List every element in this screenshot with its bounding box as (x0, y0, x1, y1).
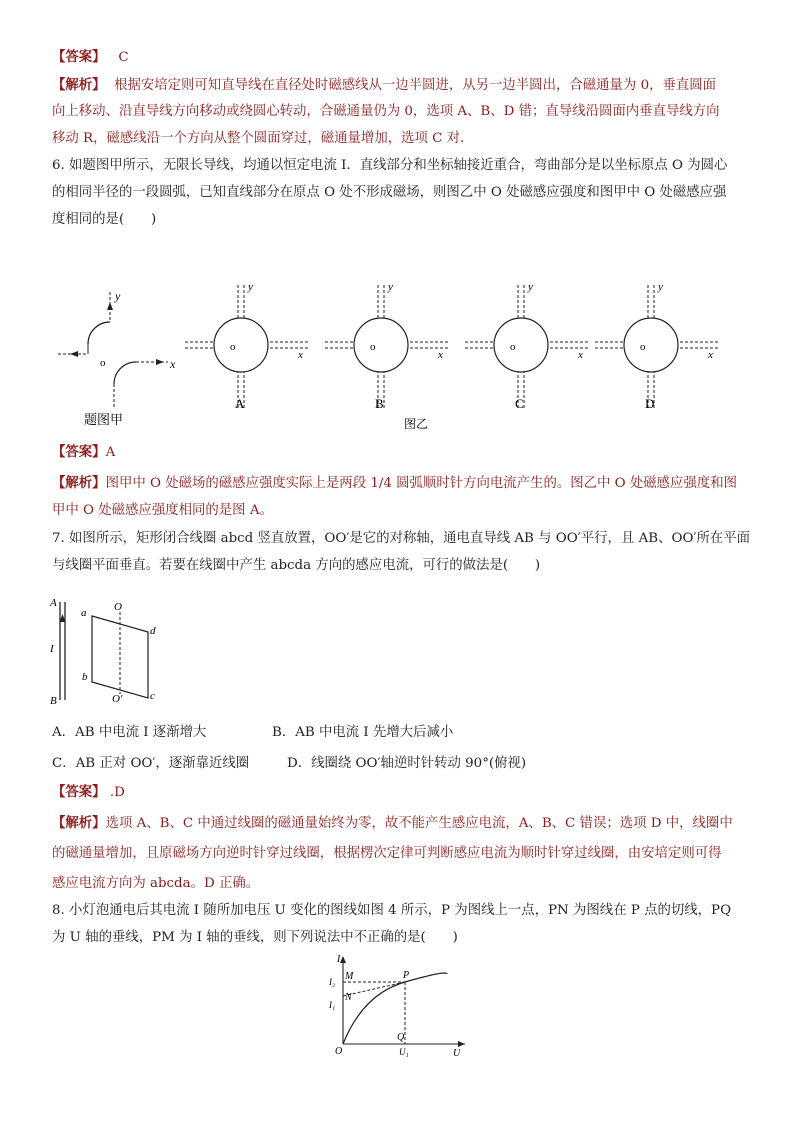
q6-figure-jia (48, 282, 188, 432)
label-O-prime: O′ (112, 693, 123, 705)
x-axis-label: x (708, 349, 713, 361)
analysis-text: 选项 A、B、C 中通过线圈的磁通量始终为零，故不能产生感应电流，A、B、C 错误；选项 D 中，线圈中 (105, 816, 733, 831)
answer-value: A (105, 445, 116, 460)
q7-figure (48, 594, 178, 709)
fig-jia-caption: 题图甲 (84, 412, 124, 427)
x-axis-label: x (438, 349, 443, 361)
label-O: O (114, 601, 122, 613)
q7-option-c: C．AB 正对 OO′，逐渐靠近线圈 (52, 756, 250, 771)
fig-yi-caption: 图乙 (404, 417, 429, 430)
y-axis-label: y (658, 281, 663, 293)
label-I1: I₁ (329, 1000, 336, 1010)
q5-analysis-line-1 (52, 76, 716, 95)
line-PN (343, 982, 405, 996)
label-B: B (50, 695, 57, 707)
y-axis-label: y (115, 289, 121, 303)
label-b: b (82, 671, 88, 683)
option-label-a: A (235, 396, 245, 411)
q6-stem-line-3: 度相同的是( ) (52, 212, 157, 227)
q6-analysis-line-2: 甲中 O 处磁感应强度相同的是图 A。 (52, 503, 273, 518)
x-axis-label: x (170, 357, 176, 371)
q6-stem-line-1: 6. 如题图甲所示，无限长导线，均通以恒定电流 I．直线部分和坐标轴接近重合，弯曲部分是以坐标原点 O 为圆心 (52, 158, 728, 173)
label-P: P (403, 970, 410, 981)
answer-value: C (118, 50, 129, 65)
origin-label: O (335, 1046, 343, 1057)
q7-option-a: A．AB 中电流 I 逐渐增大 (52, 725, 207, 740)
q7-answer-line (52, 783, 125, 802)
q6-answer-line (52, 443, 115, 462)
q5-answer-line (52, 48, 129, 67)
option-label-d: D (645, 396, 655, 411)
y-axis-label: y (248, 281, 253, 293)
arc-upper (88, 322, 110, 344)
q7-option-d: D．线圈绕 OO′轴逆时针转动 90°(俯视) (287, 756, 527, 771)
q7-analysis-line-2: 的磁通量增加，且原磁场方向逆时针穿过线圈，根据楞次定律可判断感应电流为顺时针穿过线圈，由安培定则可得 (52, 846, 722, 861)
x-axis-label: x (298, 349, 303, 361)
i-axis-label: I (337, 954, 341, 965)
option-label-c: C (515, 396, 524, 411)
answer-tag: 【答案】 (52, 444, 106, 460)
analysis-text: 根据安培定则可知直导线在直径处时磁感线从一边半圆进，从另一边半圆出，合磁通量为 0，垂直圆面 (114, 78, 717, 93)
label-c: c (150, 690, 155, 702)
q8-iu-graph (325, 952, 475, 1062)
label-a: a (81, 607, 87, 619)
label-M: M (345, 971, 354, 982)
label-I: I (50, 643, 54, 655)
answer-tag: 【答案】 (52, 784, 106, 800)
origin-label: o (640, 341, 646, 353)
q6-stem-line-2: 的相同半径的一段圆弧，已知直线部分在原点 O 处不形成磁场，则图乙中 O 处磁感应强度和图甲中 O 处磁感应强 (52, 185, 727, 200)
q7-stem-line-2: 与线圈平面垂直。若要在线圈中产生 abcda 方向的感应电流，可行的做法是( ) (52, 558, 541, 573)
q7-stem-line-1: 7. 如图所示，矩形闭合线圈 abcd 竖直放置，OO′是它的对称轴，通电直导线 AB 与 OO′平行，且 AB、OO′所在平面 (52, 531, 751, 546)
arrow-icon (156, 359, 164, 365)
y-axis-label: y (388, 281, 393, 293)
label-A: A (50, 597, 57, 609)
option-diagram-b (325, 281, 448, 411)
option-diagram-c (465, 281, 588, 411)
arc-lower (114, 362, 136, 384)
label-N: N (345, 992, 352, 1003)
label-I2: I₂ (329, 977, 336, 987)
x-axis-label: x (578, 349, 583, 361)
u-axis-label: U (453, 1048, 461, 1059)
q7-option-b: B．AB 中电流 I 先增大后减小 (272, 725, 454, 740)
y-axis-label: y (528, 281, 533, 293)
option-label-b: B (375, 396, 384, 411)
answer-value: .D (109, 785, 125, 800)
arrow-icon (70, 351, 78, 357)
arrow-icon (107, 302, 113, 310)
option-diagram-a (185, 281, 308, 411)
iu-curve (343, 973, 447, 1044)
analysis-tag: 【解析】 (52, 815, 106, 831)
q6-figure-yi (180, 280, 720, 430)
arrow-icon (458, 1041, 465, 1047)
label-d: d (150, 625, 156, 637)
q5-analysis-line-2: 向上移动、沿直导线方向移动或绕圆心转动，合磁通量仍为 0，选项 A、B、D 错；直导线沿圆面内垂直导线方向 (52, 104, 720, 119)
origin-label: o (510, 341, 516, 353)
arrow-icon (340, 956, 346, 963)
origin-label: o (100, 357, 106, 369)
q7-analysis-line-1 (52, 814, 733, 833)
q8-stem-line-2: 为 U 轴的垂线，PM 为 I 轴的垂线，则下列说法中不正确的是( ) (52, 930, 458, 945)
analysis-tag: 【解析】 (52, 77, 106, 93)
q7-analysis-line-3: 感应电流方向为 abcda。D 正确。 (52, 876, 260, 891)
option-diagram-d (595, 281, 718, 411)
answer-tag: 【答案】 (52, 49, 106, 65)
analysis-tag: 【解析】 (52, 475, 106, 491)
q5-analysis-line-3: 移动 R，磁感线沿一个方向从整个圆面穿过，磁通量增加，选项 C 对． (52, 131, 474, 146)
origin-label: o (230, 341, 236, 353)
analysis-text: 图甲中 O 处磁场的磁感应强度实际上是两段 1/4 圆弧顺时针方向电流产生的。图乙中 O 处磁感应强度和图 (105, 476, 738, 491)
q8-stem-line-1: 8. 小灯泡通电后其电流 I 随所加电压 U 变化的图线如图 4 所示，P 为图线上一点，PN 为图线在 P 点的切线，PQ (52, 903, 732, 918)
label-Q: Q (397, 1032, 405, 1043)
label-U1: U₁ (399, 1047, 409, 1057)
q6-analysis-line-1 (52, 474, 737, 493)
origin-label: o (370, 341, 376, 353)
